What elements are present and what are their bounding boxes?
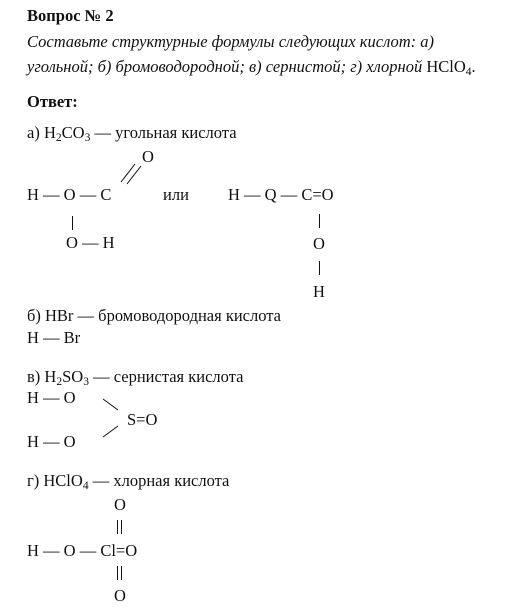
section-a-title: а) $H_2CO_3$ — угольная кислота	[27, 123, 237, 144]
section-c-title: в) $H_2SO_3$ — сернистая кислота	[27, 367, 244, 388]
f2-oxygen: O	[313, 234, 325, 253]
section-d-double-bond-top-1	[117, 520, 118, 534]
task-formula: HClO$_4$.	[426, 57, 476, 78]
section-d-double-bond-bottom-2	[121, 566, 122, 580]
section-d-oxygen-bottom: O	[114, 586, 126, 605]
section-d-double-bond-top-2	[121, 520, 122, 534]
task-line-1: Составьте структурные формулы следующих кислот: а)	[27, 32, 435, 51]
answer-label: Ответ:	[27, 92, 78, 111]
f1-hydroxyl: O — H	[66, 233, 115, 252]
section-d-oxygen-top: O	[114, 495, 126, 514]
or-label: или	[163, 185, 189, 204]
section-b-formula: H — Br	[27, 328, 81, 347]
task-line-2-text: угольной; б) бромоводородной; в) сернистой; г) хлорной	[27, 57, 427, 76]
section-d-main-chain: H — O — Cl=O	[27, 541, 138, 560]
section-c-hydroxyl-2: H — O	[27, 432, 76, 451]
f2-main-chain: H — Q — C=O	[228, 185, 334, 204]
f1-oxygen-top: O	[142, 147, 154, 166]
section-d-double-bond-bottom-1	[117, 566, 118, 580]
section-b-title: б) HBr — бромоводородная кислота	[27, 306, 282, 325]
f2-hydrogen: H	[313, 282, 325, 301]
section-c-sulfur: S=O	[127, 410, 158, 429]
section-c-hydroxyl-1: H — O	[27, 388, 76, 407]
section-d-title: г) HClO$_4$ — хлорная кислота	[27, 471, 230, 492]
question-heading: Вопрос № 2	[27, 6, 114, 25]
f1-main-chain: H — O — C	[27, 185, 112, 204]
